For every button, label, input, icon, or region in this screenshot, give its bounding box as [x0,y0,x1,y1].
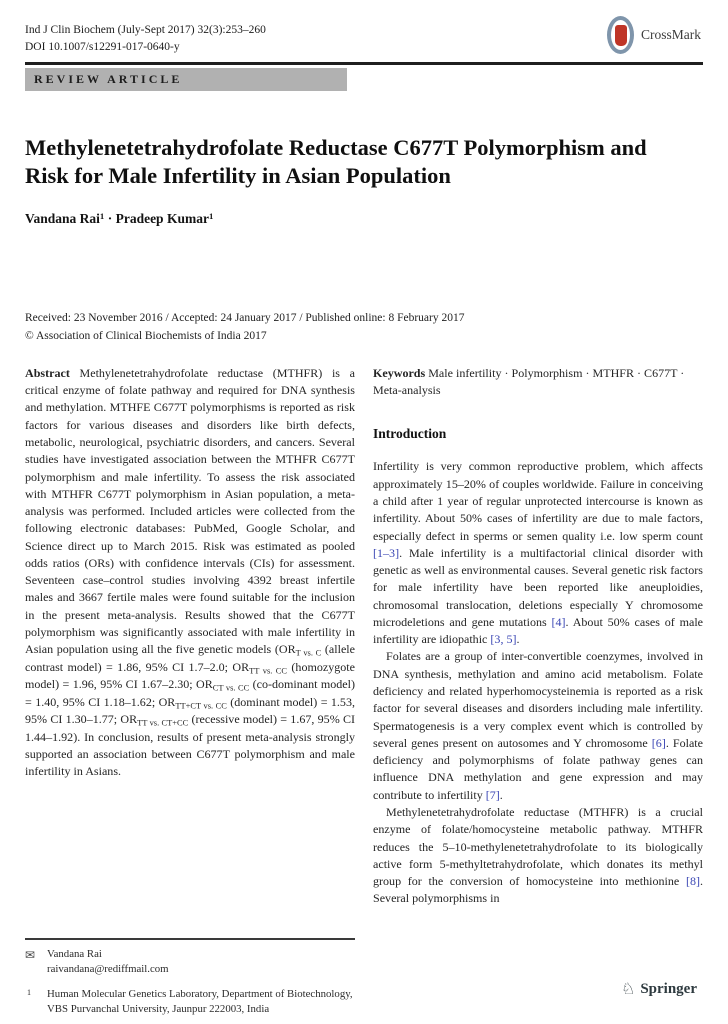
left-column [25,365,355,1017]
section-heading-introduction: Introduction [373,426,447,442]
footnote-block [25,938,355,1016]
corresponding-author-name: Vandana Rai [47,948,102,961]
text-segment: (homozygote model) = 1.96, 95% CI 1.67–2.30; OR [25,659,355,692]
text-segment: . [499,787,503,802]
article-title: Methylenetetrahydrofolate Reductase C677T Polymorphism and Risk for Male Infertility in Asian Population [25,134,647,188]
text-segment: (dominant model) = 1.53, 95% CI 1.30–1.77; OR [25,694,355,727]
intro-paragraph-1 [373,458,703,648]
correspondence-info [47,947,169,977]
received-accepted-line: Received: 23 November 2016 / Accepted: 24 January 2017 / Published online: 8 February 2017 [25,312,465,325]
crossmark-bookmark-shape [615,25,627,46]
copyright-line: © Association of Clinical Biochemists of India 2017 [25,330,267,342]
journal-citation: Ind J Clin Biochem (July-Sept 2017) 32(3):253–260 [25,24,266,36]
citation-link[interactable]: [6] [651,735,666,750]
text-segment: . Several polymorphisms in [373,874,703,906]
text-segment: Male infertility · Polymorphism · MTHFR · C677T · Meta-analysis [373,365,685,398]
crossmark-label: CrossMark [641,27,701,42]
header-divider [25,62,703,65]
affiliation-text: Human Molecular Genetics Laboratory, Department of Biotechnology, VBS Purvanchal University, Jaunpur 222003, India [47,987,353,1015]
email-icon: ✉ [25,948,36,963]
citation-link[interactable]: [1–3] [373,545,400,560]
text-segment: TT+CT vs. CC [175,700,227,711]
intro-paragraph-2 [373,648,703,804]
text-segment: · [104,211,116,227]
text-segment: 1 [208,211,214,222]
doi-line: DOI 10.1007/s12291-017-0640-y [25,41,180,54]
inline-label: Abstract [25,365,70,380]
crossmark-icon [607,16,634,54]
affiliation-mark: 1 [27,987,31,997]
springer-label: Springer [640,981,697,997]
text-segment: (co-dominant model) = 1.40, 95% CI 1.18–1.62; OR [25,677,356,709]
text-segment: . Folate deficiency and polymorphisms of folate pathway genes can influence DNA methylation and gene expression and may contribute to infertility [373,735,703,802]
intro-paragraph-3 [373,804,703,908]
text-segment: . [516,632,520,647]
right-column [373,365,703,1017]
text-segment: 1 [99,211,105,222]
text-segment: Folates are a group of inter-convertible coenzymes, involved in DNA synthesis, methylation and amino acid metabolism. Folate deficiency and related hyperhomocysteinemia is reported as a risk factor for several diseases and disorders including male infertility. Spermatogenesis is a very complex event which is controlled by several genes present on autosomes and Y chromosome [373,649,703,750]
text-segment: . Male infertility is a multifactorial clinical disorder with genetic as well as environmental causes. Several genetic risk factors for male infertility have been reported like aneuploidies, chromosomal translocation, deletions especially Y chromosome microdeletions and gene mutations [373,545,703,629]
text-segment: . About 50% cases of male infertility are idiopathic [373,614,703,647]
citation-link[interactable]: [8] [685,874,700,889]
dates-block [25,310,703,346]
text-segment: Methylenetetrahydrofolate reductase (MTHFR) is a crucial enzyme of folate/homocysteine metabolic pathway. MTHFR reduces the 5–10-methylenetetrahydrofolate to its biologically active form 5-methyltetrahydrofolate, which donates its methyl group for the conversion of homocysteine into methionine [373,805,703,889]
text-segment: TT vs. CT+CC [137,717,189,728]
affiliation-row [25,987,355,1017]
authors-line [25,211,703,227]
text-segment: T vs. C [295,647,322,658]
page-header [25,22,703,57]
text-segment: Infertility is very common reproductive problem, which affects approximately 15–20% of couples worldwide. Failure in conceiving a child after 1 year of regular unprotected intercourse is known as infertility. About 50% cases of infertility are due to male factors, especially defect in sperms or semen quality i.e. low sperm count [373,459,703,543]
text-segment: Methylenetetrahydrofolate reductase (MTHFR) is a critical enzyme of folate pathway and required for DNA synthesis and methylation. MTHFE C677T polymorphisms is reported as risk factors for various diseases and disorders like birth defects, metabolic, neurological, psychiatric disorders, and cancers. Several studies have investigated association between the MTHFR C677T polymorphism and male infertility. To assess the risk associated with MTHFR C677T polymorphism in Asian population, a meta-analysis was performed. Included articles were collected from the following electronic databases: PubMed, Google Scholar, and Science direct up to March 2015. Risk was estimated as pooled odds ratios (ORs) with confidence intervals (CIs) for assessment. Seventeen case–control studies involving 4392 breast infertile males and 3667 fertile males were found suitable for the inclusion in the present meta-analysis. Results showed that the C677T polymorphism was significantly associated with male infertility in Asian population using all the five genetic models (OR [25,365,355,657]
article-type-banner: REVIEW ARTICLE [25,68,347,91]
email-address[interactable]: raivandana@rediffmail.com [47,963,169,976]
crossmark-badge[interactable] [607,16,701,54]
text-segment: Pradeep Kumar [115,211,209,227]
inline-label: Keywords [373,365,426,380]
journal-info [25,22,266,57]
two-column-body [25,365,703,1017]
citation-link[interactable]: [4] [551,614,566,629]
text-segment: (allele contrast model) = 1.86, 95% CI 1.7–2.0; OR [25,642,355,674]
citation-link[interactable]: [3, 5] [490,632,517,647]
text-segment: CT vs. CC [212,682,250,693]
correspondence-row [25,947,355,977]
abstract-paragraph [25,365,355,781]
springer-knight-icon: ♘ [620,980,636,998]
springer-logo [621,981,697,998]
text-segment: TT vs. CC [249,665,288,676]
citation-link[interactable]: [7] [485,787,500,802]
text-segment: Vandana Rai [25,211,100,227]
keywords-paragraph [373,365,703,400]
text-segment: (recessive model) = 1.67, 95% CI 1.44–1.92). In conclusion, results of present meta-analysis strongly supported an association between C677T polymorphism and male infertility in Asians. [25,712,356,779]
